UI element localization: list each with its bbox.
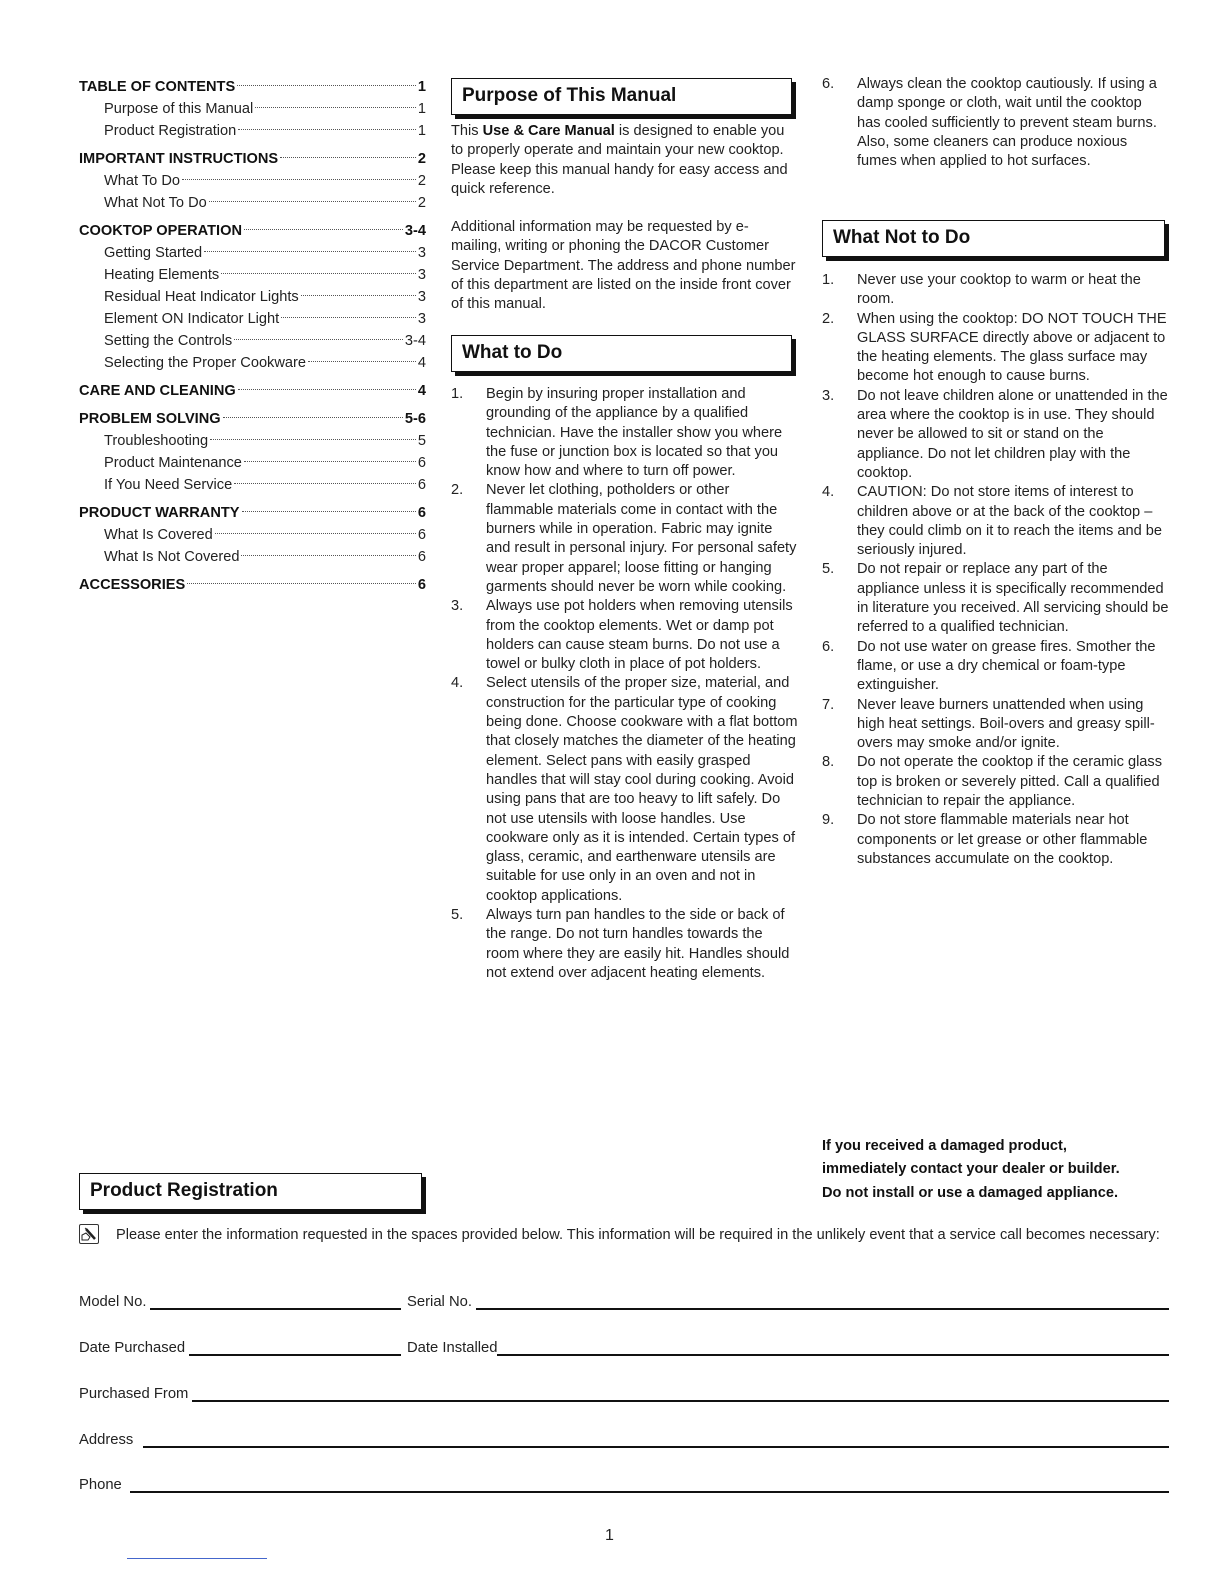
toc-entry[interactable]	[79, 574, 426, 596]
toc-entry[interactable]	[79, 524, 426, 546]
toc-label: Product Maintenance	[104, 455, 242, 471]
toc-leader	[281, 317, 416, 318]
list-item	[822, 696, 1170, 754]
item-number: 6.	[822, 76, 835, 92]
toc-page: 3	[417, 267, 426, 283]
toc-label: What Not To Do	[104, 195, 207, 211]
toc-entry[interactable]	[79, 242, 426, 264]
toc-leader	[182, 179, 416, 180]
toc-leader	[234, 483, 416, 484]
field-label: Model No.	[79, 1294, 147, 1310]
what-to-do-list	[451, 385, 799, 983]
toc-entry[interactable]	[79, 502, 426, 524]
item-text: Begin by insuring proper installation and grounding of the appliance by a qualified technician. Have the installer show you where the fuse or junction box is located so that you know how and where to turn off power.	[486, 386, 783, 480]
list-item	[451, 385, 799, 481]
toc-entry[interactable]	[79, 286, 426, 308]
item-text: Select utensils of the proper size, material, and construction for the particular type of cooking being done. Choose cookware with a flat bottom that closely matches the diameter of the heating element. Select pans with easily grasped handles that will stay cool during cooking. Avoid using pans that are too heavy to lift safely. Do not use utensils with loose handles. Use cookware only as it is intended. Certain types of glass, ceramic, and earthenware utensils are suitable for use only in an oven and not in cooktop applications.	[486, 675, 798, 904]
toc-entry[interactable]	[79, 352, 426, 374]
registration-instructions-text: Please enter the information requested in the spaces provided below. This information will be required in the unlikely event that a service call becomes necessary:	[116, 1227, 1160, 1243]
toc-leader	[204, 251, 416, 252]
toc-label: Troubleshooting	[104, 433, 209, 449]
toc-page: 4	[417, 383, 426, 399]
item-number: 6.	[822, 638, 835, 655]
toc-page: 2	[417, 173, 426, 189]
toc-label: PROBLEM SOLVING	[79, 411, 221, 427]
section-header-product-registration: Product Registration	[79, 1173, 422, 1210]
toc-leader	[187, 583, 416, 584]
table-of-contents	[79, 76, 426, 596]
toc-leader	[209, 201, 416, 202]
toc-label: Setting the Controls	[104, 333, 233, 349]
toc-page: 3	[417, 289, 426, 305]
toc-entry[interactable]	[79, 220, 426, 242]
toc-entry[interactable]	[79, 148, 426, 170]
toc-entry[interactable]	[79, 264, 426, 286]
toc-label: Heating Elements	[104, 267, 220, 283]
item-text: Never leave burners unattended when using high heat settings. Boil-overs and greasy spill-overs may smoke and/or ignite.	[857, 696, 1155, 752]
item-text: Always turn pan handles to the side or back of the range. Do not turn handles towards the room where they are easily hit. Handles should not extend over adjacent heating elements.	[486, 907, 790, 981]
field-label: Phone	[79, 1477, 122, 1493]
toc-page: 3	[417, 311, 426, 327]
item-text: Do not operate the cooktop if the ceramic glass top is broken or severely pitted. Call a qualified technician to repair the appliance.	[857, 754, 1163, 810]
item-text: Always use pot holders when removing utensils from the cooktop elements. Wet or damp pot holders can cause steam burns. Do not use a towel or bulky cloth in place of pot holders.	[486, 598, 793, 673]
toc-page: 6	[417, 505, 426, 521]
toc-page: 5-6	[404, 411, 426, 427]
field-label: Date Installed	[407, 1340, 498, 1356]
toc-label: Residual Heat Indicator Lights	[104, 289, 299, 305]
list-item	[822, 271, 1170, 310]
toc-leader	[237, 85, 416, 86]
item-number: 3.	[822, 387, 835, 404]
toc-label: What Is Not Covered	[104, 549, 240, 565]
list-item	[822, 75, 1168, 171]
address-field[interactable]	[79, 1432, 1169, 1448]
date-purchased-field[interactable]	[79, 1340, 401, 1356]
toc-entry[interactable]	[79, 474, 426, 496]
toc-page: 1	[417, 79, 426, 95]
toc-leader	[255, 107, 416, 108]
item-text: When using the cooktop: DO NOT TOUCH THE GLASS SURFACE directly above or adjacent to the heating elements. The glass surface may become hot enough to cause burns.	[857, 310, 1167, 385]
toc-entry[interactable]	[79, 76, 426, 98]
toc-leader	[308, 361, 416, 362]
toc-page: 2	[417, 195, 426, 211]
field-label: Address	[79, 1432, 134, 1448]
warning-line: immediately contact your dealer or builder.	[822, 1161, 1120, 1178]
toc-entry[interactable]	[79, 98, 426, 120]
item-text: CAUTION: Do not store items of interest to children above or at the back of the cooktop – they could climb on it to reach the items and be seriously injured.	[857, 484, 1163, 559]
warning-line: If you received a damaged product,	[822, 1138, 1067, 1154]
page-number: 1	[605, 1527, 614, 1544]
purpose-paragraph-1: This Use & Care Manual is designed to enable you to properly operate and maintain your new cooktop. Please keep this manual handy for easy access and quick reference.	[451, 123, 788, 197]
item-text: Do not repair or replace any part of the appliance unless it is specifically recommended in literature you received. All servicing should be referred to a qualified technician.	[857, 561, 1169, 636]
toc-page: 6	[417, 477, 426, 493]
warning-line: Do not install or use a damaged appliance.	[822, 1184, 1118, 1201]
toc-label: What Is Covered	[104, 527, 213, 543]
item-number: 7.	[822, 696, 835, 713]
item-number: 8.	[822, 754, 835, 771]
list-item	[451, 481, 799, 597]
item-text: Do not store flammable materials near hot components or let grease or other flammable substances accumulate on the cooktop.	[857, 812, 1148, 867]
toc-page: 3	[417, 245, 426, 261]
purpose-paragraph-2: Additional information may be requested by e-mailing, writing or phoning the DACOR Customer Service Department. The address and phone number of this department are listed on the inside front cover of this manual.	[451, 219, 796, 313]
phone-field[interactable]	[79, 1477, 1169, 1493]
item-number: 5.	[451, 907, 464, 924]
toc-leader	[280, 157, 416, 158]
list-item	[822, 483, 1170, 560]
item-number: 1.	[451, 386, 464, 402]
item-text: Never use your cooktop to warm or heat the room.	[857, 272, 1141, 308]
item-number: 2.	[822, 310, 835, 327]
toc-entry[interactable]	[79, 330, 426, 352]
toc-label: If You Need Service	[104, 477, 233, 493]
toc-label: Element ON Indicator Light	[104, 311, 280, 327]
field-label: Serial No.	[407, 1294, 472, 1310]
footer-rule	[127, 1558, 267, 1559]
list-item	[822, 638, 1170, 696]
toc-label: Selecting the Proper Cookware	[104, 355, 306, 371]
toc-label: IMPORTANT INSTRUCTIONS	[79, 151, 279, 167]
section-header-purpose: Purpose of This Manual	[451, 78, 792, 115]
field-label: Date Purchased	[79, 1340, 186, 1356]
item-number: 3.	[451, 598, 464, 615]
toc-page: 3-4	[404, 333, 426, 349]
toc-label: TABLE OF CONTENTS	[79, 79, 236, 95]
section-header-what-not-to-do: What Not to Do	[822, 220, 1165, 257]
toc-page: 6	[417, 549, 426, 565]
section-header-what-to-do: What to Do	[451, 335, 792, 372]
toc-leader	[234, 339, 403, 340]
toc-page: 3-4	[404, 223, 426, 239]
toc-entry[interactable]	[79, 452, 426, 474]
serial-number-field[interactable]	[407, 1294, 1169, 1310]
toc-page: 5	[417, 433, 426, 449]
toc-label: COOKTOP OPERATION	[79, 223, 242, 239]
item-number: 2.	[451, 482, 464, 499]
toc-leader	[244, 229, 403, 230]
damaged-product-warning	[822, 1135, 1120, 1205]
item-number: 9.	[822, 812, 835, 829]
toc-page: 1	[417, 123, 426, 139]
field-label: Purchased From	[79, 1386, 189, 1402]
registration-instructions	[116, 1224, 1176, 1246]
item-text: Always clean the cooktop cautiously. If using a damp sponge or cloth, wait until the cooktop has cooled sufficiently to prevent steam burns. Also, some cleaners can produce noxious fumes when applied to hot surfaces.	[857, 76, 1157, 170]
list-item	[822, 811, 1170, 869]
toc-page: 4	[417, 355, 426, 371]
toc-label: PRODUCT WARRANTY	[79, 505, 240, 521]
toc-label: Purpose of this Manual	[104, 101, 254, 117]
list-item	[822, 753, 1170, 811]
list-item	[822, 310, 1170, 387]
list-item	[822, 560, 1170, 637]
list-item	[451, 906, 799, 983]
toc-page: 6	[417, 455, 426, 471]
toc-label: ACCESSORIES	[79, 577, 186, 593]
purchased-from-field[interactable]	[79, 1386, 1169, 1402]
what-not-to-do-list	[822, 271, 1170, 869]
toc-page: 6	[417, 577, 426, 593]
toc-leader	[221, 273, 416, 274]
toc-leader	[238, 129, 416, 130]
list-item	[451, 597, 799, 674]
toc-label: Getting Started	[104, 245, 203, 261]
toc-label: What To Do	[104, 173, 180, 189]
toc-page: 2	[417, 151, 426, 167]
toc-page: 6	[417, 527, 426, 543]
toc-leader	[241, 555, 415, 556]
toc-entry[interactable]	[79, 430, 426, 452]
model-number-field[interactable]	[79, 1294, 401, 1310]
list-item	[822, 387, 1170, 483]
what-to-do-list-continued	[822, 75, 1168, 171]
toc-leader	[242, 511, 416, 512]
toc-label: CARE AND CLEANING	[79, 383, 236, 399]
list-item	[451, 674, 799, 906]
toc-entry[interactable]	[79, 308, 426, 330]
toc-entry[interactable]	[79, 192, 426, 214]
toc-label: Product Registration	[104, 123, 237, 139]
item-text: Do not use water on grease fires. Smother the flame, or use a dry chemical or foam-type extinguisher.	[857, 638, 1156, 694]
toc-leader	[238, 389, 416, 390]
toc-leader	[223, 417, 403, 418]
toc-entry[interactable]	[79, 170, 426, 192]
toc-leader	[210, 439, 416, 440]
toc-entry[interactable]	[79, 380, 426, 402]
item-number: 4.	[822, 484, 835, 501]
toc-entry[interactable]	[79, 408, 426, 430]
toc-page: 1	[417, 101, 426, 117]
toc-entry[interactable]	[79, 546, 426, 568]
toc-leader	[244, 461, 416, 462]
item-number: 4.	[451, 675, 464, 692]
date-installed-field[interactable]	[407, 1340, 1169, 1356]
item-number: 5.	[822, 561, 835, 578]
writing-hand-icon	[79, 1224, 99, 1244]
toc-entry[interactable]	[79, 120, 426, 142]
toc-leader	[215, 533, 416, 534]
item-number: 1.	[822, 272, 835, 288]
toc-leader	[301, 295, 416, 296]
item-text: Never let clothing, potholders or other flammable materials come in contact with the burners while in operation. Fabric may ignite and result in personal injury. For personal safety wear proper apparel; loose fitting or hanging garments should never be worn while cooking.	[486, 482, 797, 595]
item-text: Do not leave children alone or unattended in the area where the cooktop is in use. They should never be allowed to sit or stand on the appliance. Do not let children play with the cooktop.	[857, 387, 1168, 481]
